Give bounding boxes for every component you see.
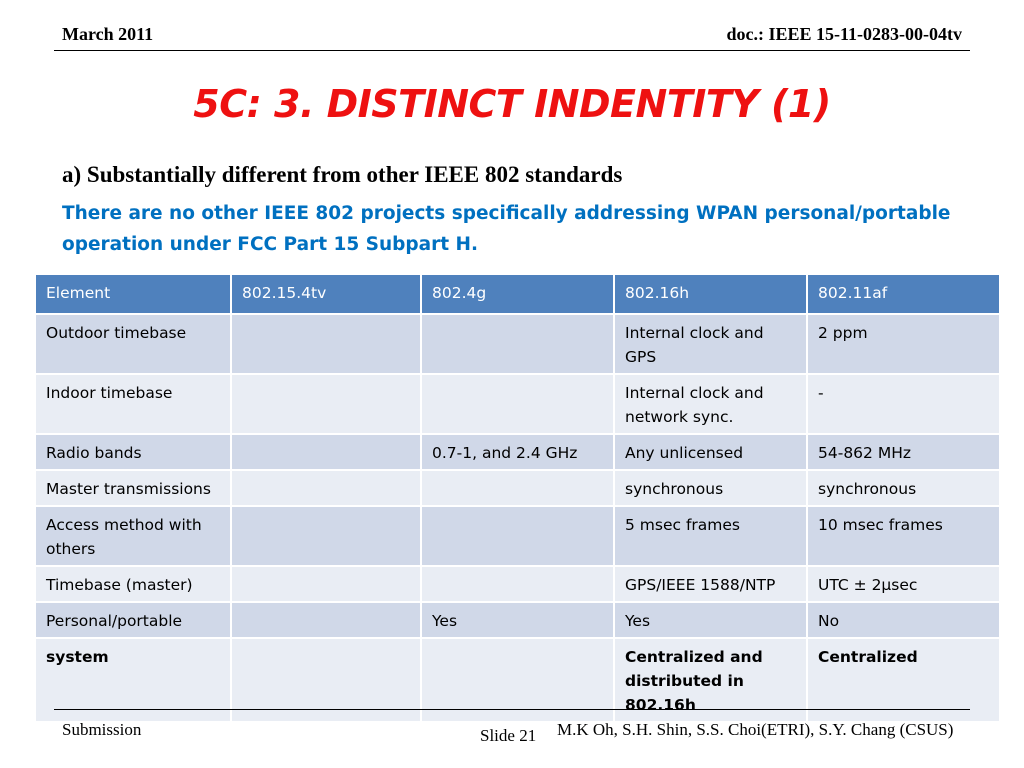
table-cell: Radio bands	[35, 434, 231, 470]
slide-title: 5C: 3. DISTINCT INDENTITY (1)	[193, 82, 831, 126]
table-cell: Personal/portable	[35, 602, 231, 638]
table-cell	[231, 470, 421, 506]
table-cell: GPS/IEEE 1588/NTP	[614, 566, 807, 602]
header-doc-id: doc.: IEEE 15-11-0283-00-04tv	[726, 24, 962, 44]
table-cell: Indoor timebase	[35, 374, 231, 434]
header-cell-802-11af: 802.11af	[807, 274, 1000, 314]
footer-submission: Submission	[62, 720, 142, 739]
table-row	[35, 506, 1000, 566]
header-date: March 2011	[62, 24, 154, 44]
table-cell: Yes	[614, 602, 807, 638]
table-cell: Any unlicensed	[614, 434, 807, 470]
table-cell	[421, 506, 614, 566]
table-cell	[231, 506, 421, 566]
header-divider	[54, 50, 970, 51]
subheading: a) Substantially different from other IEEE 802 standards	[62, 162, 623, 187]
table-cell: Internal clock and network sync.	[614, 374, 807, 434]
table-cell: 0.7-1, and 2.4 GHz	[421, 434, 614, 470]
table-cell	[421, 374, 614, 434]
table-cell	[421, 566, 614, 602]
table-row	[35, 470, 1000, 506]
table-cell: Access method with others	[35, 506, 231, 566]
table-cell	[231, 374, 421, 434]
table-cell	[421, 470, 614, 506]
table-row	[35, 314, 1000, 374]
table-cell: Centralized	[807, 638, 1000, 722]
table-cell: 2 ppm	[807, 314, 1000, 374]
table-header-row	[35, 274, 1000, 314]
table-cell	[231, 314, 421, 374]
table-cell	[421, 314, 614, 374]
table-row	[35, 602, 1000, 638]
table-row	[35, 434, 1000, 470]
footer-authors: M.K Oh, S.H. Shin, S.S. Choi(ETRI), S.Y. Chang (CSUS)	[557, 720, 954, 739]
footer-slide-number: Slide 21	[480, 726, 537, 745]
footer-divider	[54, 709, 970, 710]
table-cell: system	[35, 638, 231, 722]
table-row	[35, 566, 1000, 602]
table-cell	[231, 602, 421, 638]
table-cell: Master transmissions	[35, 470, 231, 506]
header-cell-element: Element	[35, 274, 231, 314]
table-cell: synchronous	[807, 470, 1000, 506]
table-cell: -	[807, 374, 1000, 434]
table-cell: synchronous	[614, 470, 807, 506]
table-cell: 10 msec frames	[807, 506, 1000, 566]
table-cell: Centralized and distributed in 802.16h	[614, 638, 807, 722]
body-text: There are no other IEEE 802 projects specifically addressing WPAN personal/portable operation under FCC Part 15 Subpart H.	[62, 203, 951, 255]
table-cell: Yes	[421, 602, 614, 638]
header-cell-802-4g: 802.4g	[421, 274, 614, 314]
table-cell	[231, 434, 421, 470]
header-cell-802-15-4tv: 802.15.4tv	[231, 274, 421, 314]
table-cell: UTC ± 2µsec	[807, 566, 1000, 602]
table-cell: Timebase (master)	[35, 566, 231, 602]
table-cell	[231, 566, 421, 602]
header-cell-802-16h: 802.16h	[614, 274, 807, 314]
table-row	[35, 374, 1000, 434]
table-cell: No	[807, 602, 1000, 638]
comparison-table	[34, 273, 1001, 723]
table-cell: 5 msec frames	[614, 506, 807, 566]
table-cell: Internal clock and GPS	[614, 314, 807, 374]
table-cell: 54-862 MHz	[807, 434, 1000, 470]
table-cell: Outdoor timebase	[35, 314, 231, 374]
